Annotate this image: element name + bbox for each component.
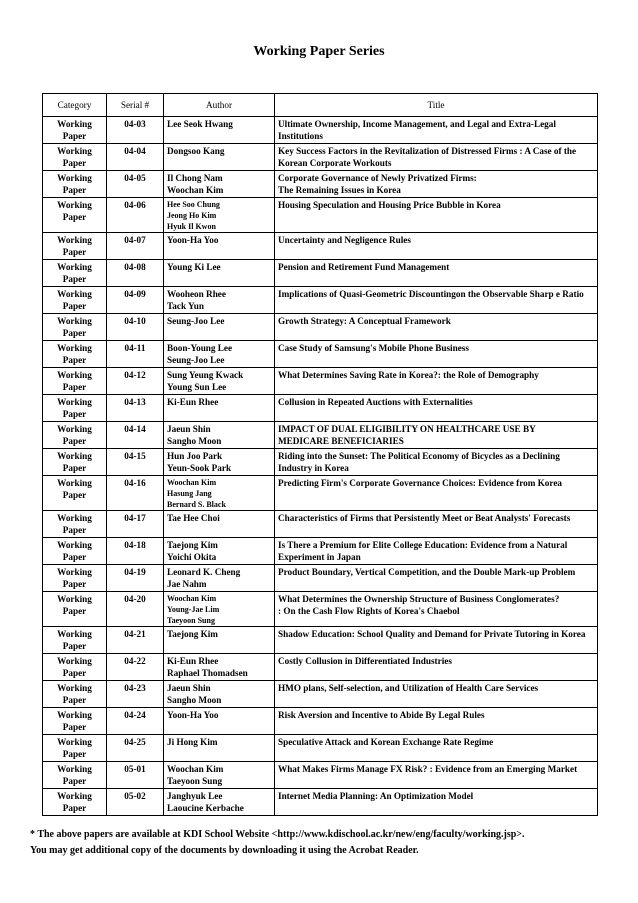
serial-cell: 04-08	[107, 260, 164, 287]
title-cell	[275, 198, 598, 233]
table-header-row	[43, 94, 598, 117]
author-cell	[164, 565, 275, 592]
author-name: Woochan Kim	[167, 764, 224, 774]
author-cell	[164, 198, 275, 233]
serial-cell: 04-06	[107, 198, 164, 233]
table-row	[43, 198, 598, 233]
author-name: Leonard K. Cheng	[167, 567, 241, 577]
author-name: Jaeun Shin	[167, 424, 211, 434]
title-cell	[275, 565, 598, 592]
serial-cell: 04-12	[107, 368, 164, 395]
author-cell	[164, 314, 275, 341]
author-name: Jeong Ho Kim	[167, 211, 217, 220]
title-line: Speculative Attack and Korean Exchange Rate Regime	[278, 737, 494, 747]
category-cell: Working Paper	[43, 171, 107, 198]
table-row	[43, 654, 598, 681]
author-cell	[164, 422, 275, 449]
author-name: Taejong Kim	[167, 629, 218, 639]
title-cell	[275, 476, 598, 511]
title-line: Growth Strategy: A Conceptual Framework	[278, 316, 451, 326]
table-row	[43, 117, 598, 144]
title-cell	[275, 287, 598, 314]
title-line: Experiment in Japan	[278, 552, 361, 562]
category-cell: Working Paper	[43, 654, 107, 681]
table-row	[43, 341, 598, 368]
serial-cell: 04-19	[107, 565, 164, 592]
title-line: Korean Corporate Workouts	[278, 158, 392, 168]
author-name: Seung-Joo Lee	[167, 355, 225, 365]
serial-cell: 04-10	[107, 314, 164, 341]
category-cell: Working Paper	[43, 368, 107, 395]
category-cell: Working Paper	[43, 260, 107, 287]
table-row	[43, 449, 598, 476]
author-name: Sung Yeung Kwack	[167, 370, 244, 380]
author-name: Taeyoon Sung	[167, 616, 215, 625]
title-cell	[275, 592, 598, 627]
category-cell: Working Paper	[43, 511, 107, 538]
table-row	[43, 476, 598, 511]
author-name: Woochan Kim	[167, 185, 224, 195]
author-name: Tack Yun	[167, 301, 205, 311]
category-cell: Working Paper	[43, 789, 107, 816]
author-name: Hasung Jang	[167, 489, 212, 498]
title-line: Risk Aversion and Incentive to Abide By Legal Rules	[278, 710, 485, 720]
serial-cell: 04-04	[107, 144, 164, 171]
title-cell	[275, 511, 598, 538]
title-cell	[275, 789, 598, 816]
author-cell	[164, 681, 275, 708]
title-line: Institutions	[278, 131, 323, 141]
title-line: Characteristics of Firms that Persistently Meet or Beat Analysts' Forecasts	[278, 513, 571, 523]
author-name: Young Sun Lee	[167, 382, 227, 392]
title-line: What Determines Saving Rate in Korea?: the Role of Demography	[278, 370, 539, 380]
title-cell	[275, 681, 598, 708]
author-name: Lee Seok Hwang	[167, 119, 233, 129]
author-name: Laoucine Kerbache	[167, 803, 244, 813]
author-name: Yoichi Okita	[167, 552, 217, 562]
title-line: Implications of Quasi-Geometric Discountingon the Observable Sharp e Ratio	[278, 289, 584, 299]
author-cell	[164, 395, 275, 422]
author-cell	[164, 171, 275, 198]
author-name: Jae Nahm	[167, 579, 207, 589]
category-cell: Working Paper	[43, 144, 107, 171]
title-line: Internet Media Planning: An Optimization Model	[278, 791, 474, 801]
serial-cell: 04-14	[107, 422, 164, 449]
author-name: Janghyuk Lee	[167, 791, 223, 801]
footer-note	[30, 827, 630, 859]
table-row	[43, 565, 598, 592]
table-row	[43, 144, 598, 171]
author-name: Yoon-Ha Yoo	[167, 710, 219, 720]
title-line: Ultimate Ownership, Income Management, and Legal and Extra-Legal	[278, 119, 556, 129]
author-cell	[164, 735, 275, 762]
author-name: Ki-Eun Rhee	[167, 656, 219, 666]
title-line: Corporate Governance of Newly Privatized Firms:	[278, 173, 477, 183]
author-name: Taeyoon Sung	[167, 776, 223, 786]
title-line: Pension and Retirement Fund Management	[278, 262, 450, 272]
title-cell	[275, 422, 598, 449]
author-cell	[164, 341, 275, 368]
serial-cell: 04-22	[107, 654, 164, 681]
category-cell: Working Paper	[43, 117, 107, 144]
title-line: Industry in Korea	[278, 463, 349, 473]
header-category: Category	[43, 94, 107, 117]
table-row	[43, 735, 598, 762]
title-line: Riding into the Sunset: The Political Economy of Bicycles as a Declining	[278, 451, 560, 461]
table-row	[43, 260, 598, 287]
category-cell: Working Paper	[43, 735, 107, 762]
header-serial: Serial #	[107, 94, 164, 117]
author-name: Ki-Eun Rhee	[167, 397, 219, 407]
table-row	[43, 627, 598, 654]
title-line: IMPACT OF DUAL ELIGIBILITY ON HEALTHCARE USE BY	[278, 424, 536, 434]
working-paper-table	[42, 93, 598, 816]
table-row	[43, 422, 598, 449]
category-cell: Working Paper	[43, 233, 107, 260]
author-name: Bernard S. Black	[167, 500, 226, 509]
title-line: Product Boundary, Vertical Competition, and the Double Mark-up Problem	[278, 567, 576, 577]
title-cell	[275, 627, 598, 654]
title-line: Case Study of Samsung's Mobile Phone Business	[278, 343, 469, 353]
serial-cell: 04-05	[107, 171, 164, 198]
title-line: Collusion in Repeated Auctions with Externalities	[278, 397, 473, 407]
title-line: What Determines the Ownership Structure of Business Conglomerates?	[278, 594, 560, 604]
table-row	[43, 233, 598, 260]
footer-download-note: You may get additional copy of the documents by downloading it using the Acrobat Reader.	[30, 845, 419, 856]
author-cell	[164, 233, 275, 260]
author-name: Il Chong Nam	[167, 173, 223, 183]
category-cell: Working Paper	[43, 287, 107, 314]
table-row	[43, 395, 598, 422]
author-name: Woochan Kim	[167, 478, 217, 487]
table-row	[43, 314, 598, 341]
title-cell	[275, 171, 598, 198]
title-cell	[275, 260, 598, 287]
serial-cell: 04-16	[107, 476, 164, 511]
author-cell	[164, 449, 275, 476]
title-line: What Makes Firms Manage FX Risk? : Evidence from an Emerging Market	[278, 764, 578, 774]
author-name: Hun Joo Park	[167, 451, 223, 461]
category-cell: Working Paper	[43, 592, 107, 627]
title-line: Shadow Education: School Quality and Demand for Private Tutoring in Korea	[278, 629, 586, 639]
title-cell	[275, 368, 598, 395]
title-line: Uncertainty and Negligence Rules	[278, 235, 411, 245]
table-row	[43, 368, 598, 395]
serial-cell: 04-24	[107, 708, 164, 735]
author-name: Ji Hong Kim	[167, 737, 218, 747]
serial-cell: 04-09	[107, 287, 164, 314]
author-name: Sangho Moon	[167, 436, 222, 446]
category-cell: Working Paper	[43, 627, 107, 654]
serial-cell: 04-13	[107, 395, 164, 422]
title-line: HMO plans, Self-selection, and Utilization of Health Care Services	[278, 683, 539, 693]
author-name: Hee Soo Chung	[167, 200, 220, 209]
category-cell: Working Paper	[43, 449, 107, 476]
table-row	[43, 171, 598, 198]
serial-cell: 04-03	[107, 117, 164, 144]
title-cell	[275, 341, 598, 368]
author-name: Young-Jae Lim	[167, 605, 220, 614]
serial-cell: 04-17	[107, 511, 164, 538]
serial-cell: 04-15	[107, 449, 164, 476]
author-name: Sangho Moon	[167, 695, 222, 705]
title-cell	[275, 449, 598, 476]
serial-cell: 05-02	[107, 789, 164, 816]
title-line: Costly Collusion in Differentiated Industries	[278, 656, 452, 666]
author-name: Hyuk Il Kwon	[167, 222, 216, 231]
title-cell	[275, 708, 598, 735]
author-cell	[164, 789, 275, 816]
author-cell	[164, 287, 275, 314]
table-row	[43, 708, 598, 735]
author-name: Young Ki Lee	[167, 262, 221, 272]
page-title: Working Paper Series	[253, 44, 385, 59]
title-cell	[275, 654, 598, 681]
serial-cell: 05-01	[107, 762, 164, 789]
title-cell	[275, 314, 598, 341]
category-cell: Working Paper	[43, 762, 107, 789]
category-cell: Working Paper	[43, 314, 107, 341]
serial-cell: 04-18	[107, 538, 164, 565]
author-cell	[164, 368, 275, 395]
author-cell	[164, 144, 275, 171]
table-row	[43, 287, 598, 314]
serial-cell: 04-21	[107, 627, 164, 654]
table-row	[43, 511, 598, 538]
title-line: Predicting Firm's Corporate Governance Choices: Evidence from Korea	[278, 478, 562, 488]
table-row	[43, 681, 598, 708]
category-cell: Working Paper	[43, 395, 107, 422]
table-row	[43, 538, 598, 565]
title-cell	[275, 395, 598, 422]
serial-cell: 04-23	[107, 681, 164, 708]
title-line: Is There a Premium for Elite College Education: Evidence from a Natural	[278, 540, 568, 550]
category-cell: Working Paper	[43, 198, 107, 233]
author-cell	[164, 260, 275, 287]
category-cell: Working Paper	[43, 341, 107, 368]
title-cell	[275, 538, 598, 565]
author-name: Raphael Thomadsen	[167, 668, 248, 678]
author-cell	[164, 117, 275, 144]
author-name: Boon-Young Lee	[167, 343, 233, 353]
author-cell	[164, 762, 275, 789]
table-row	[43, 789, 598, 816]
author-cell	[164, 538, 275, 565]
table-row	[43, 592, 598, 627]
title-cell	[275, 762, 598, 789]
title-line: : On the Cash Flow Rights of Korea's Chaebol	[278, 606, 460, 616]
author-cell	[164, 708, 275, 735]
serial-cell: 04-20	[107, 592, 164, 627]
author-name: Dongsoo Kang	[167, 146, 225, 156]
author-name: Woochan Kim	[167, 594, 217, 603]
title-line: The Remaining Issues in Korea	[278, 185, 401, 195]
category-cell: Working Paper	[43, 422, 107, 449]
author-name: Wooheon Rhee	[167, 289, 226, 299]
title-line: Housing Speculation and Housing Price Bubble in Korea	[278, 200, 501, 210]
author-cell	[164, 627, 275, 654]
category-cell: Working Paper	[43, 476, 107, 511]
category-cell: Working Paper	[43, 681, 107, 708]
author-cell	[164, 592, 275, 627]
author-cell	[164, 511, 275, 538]
category-cell: Working Paper	[43, 565, 107, 592]
serial-cell: 04-11	[107, 341, 164, 368]
header-author: Author	[164, 94, 275, 117]
author-name: Yeun-Sook Park	[167, 463, 232, 473]
footer-availability-note: * The above papers are available at KDI School Website <http://www.kdischool.ac.kr/new/eng/faculty/working.jsp>.	[30, 829, 525, 840]
author-name: Yoon-Ha Yoo	[167, 235, 219, 245]
header-title: Title	[275, 94, 598, 117]
title-cell	[275, 233, 598, 260]
category-cell: Working Paper	[43, 538, 107, 565]
title-line: MEDICARE BENEFICIARIES	[278, 436, 404, 446]
author-name: Taejong Kim	[167, 540, 218, 550]
serial-cell: 04-07	[107, 233, 164, 260]
table-body	[43, 117, 598, 816]
author-name: Jaeun Shin	[167, 683, 211, 693]
serial-cell: 04-25	[107, 735, 164, 762]
author-name: Seung-Joo Lee	[167, 316, 225, 326]
author-cell	[164, 654, 275, 681]
title-line: Key Success Factors in the Revitalization of Distressed Firms : A Case of the	[278, 146, 577, 156]
author-name: Tae Hee Choi	[167, 513, 220, 523]
title-cell	[275, 144, 598, 171]
category-cell: Working Paper	[43, 708, 107, 735]
title-cell	[275, 735, 598, 762]
table-row	[43, 762, 598, 789]
title-cell	[275, 117, 598, 144]
author-cell	[164, 476, 275, 511]
